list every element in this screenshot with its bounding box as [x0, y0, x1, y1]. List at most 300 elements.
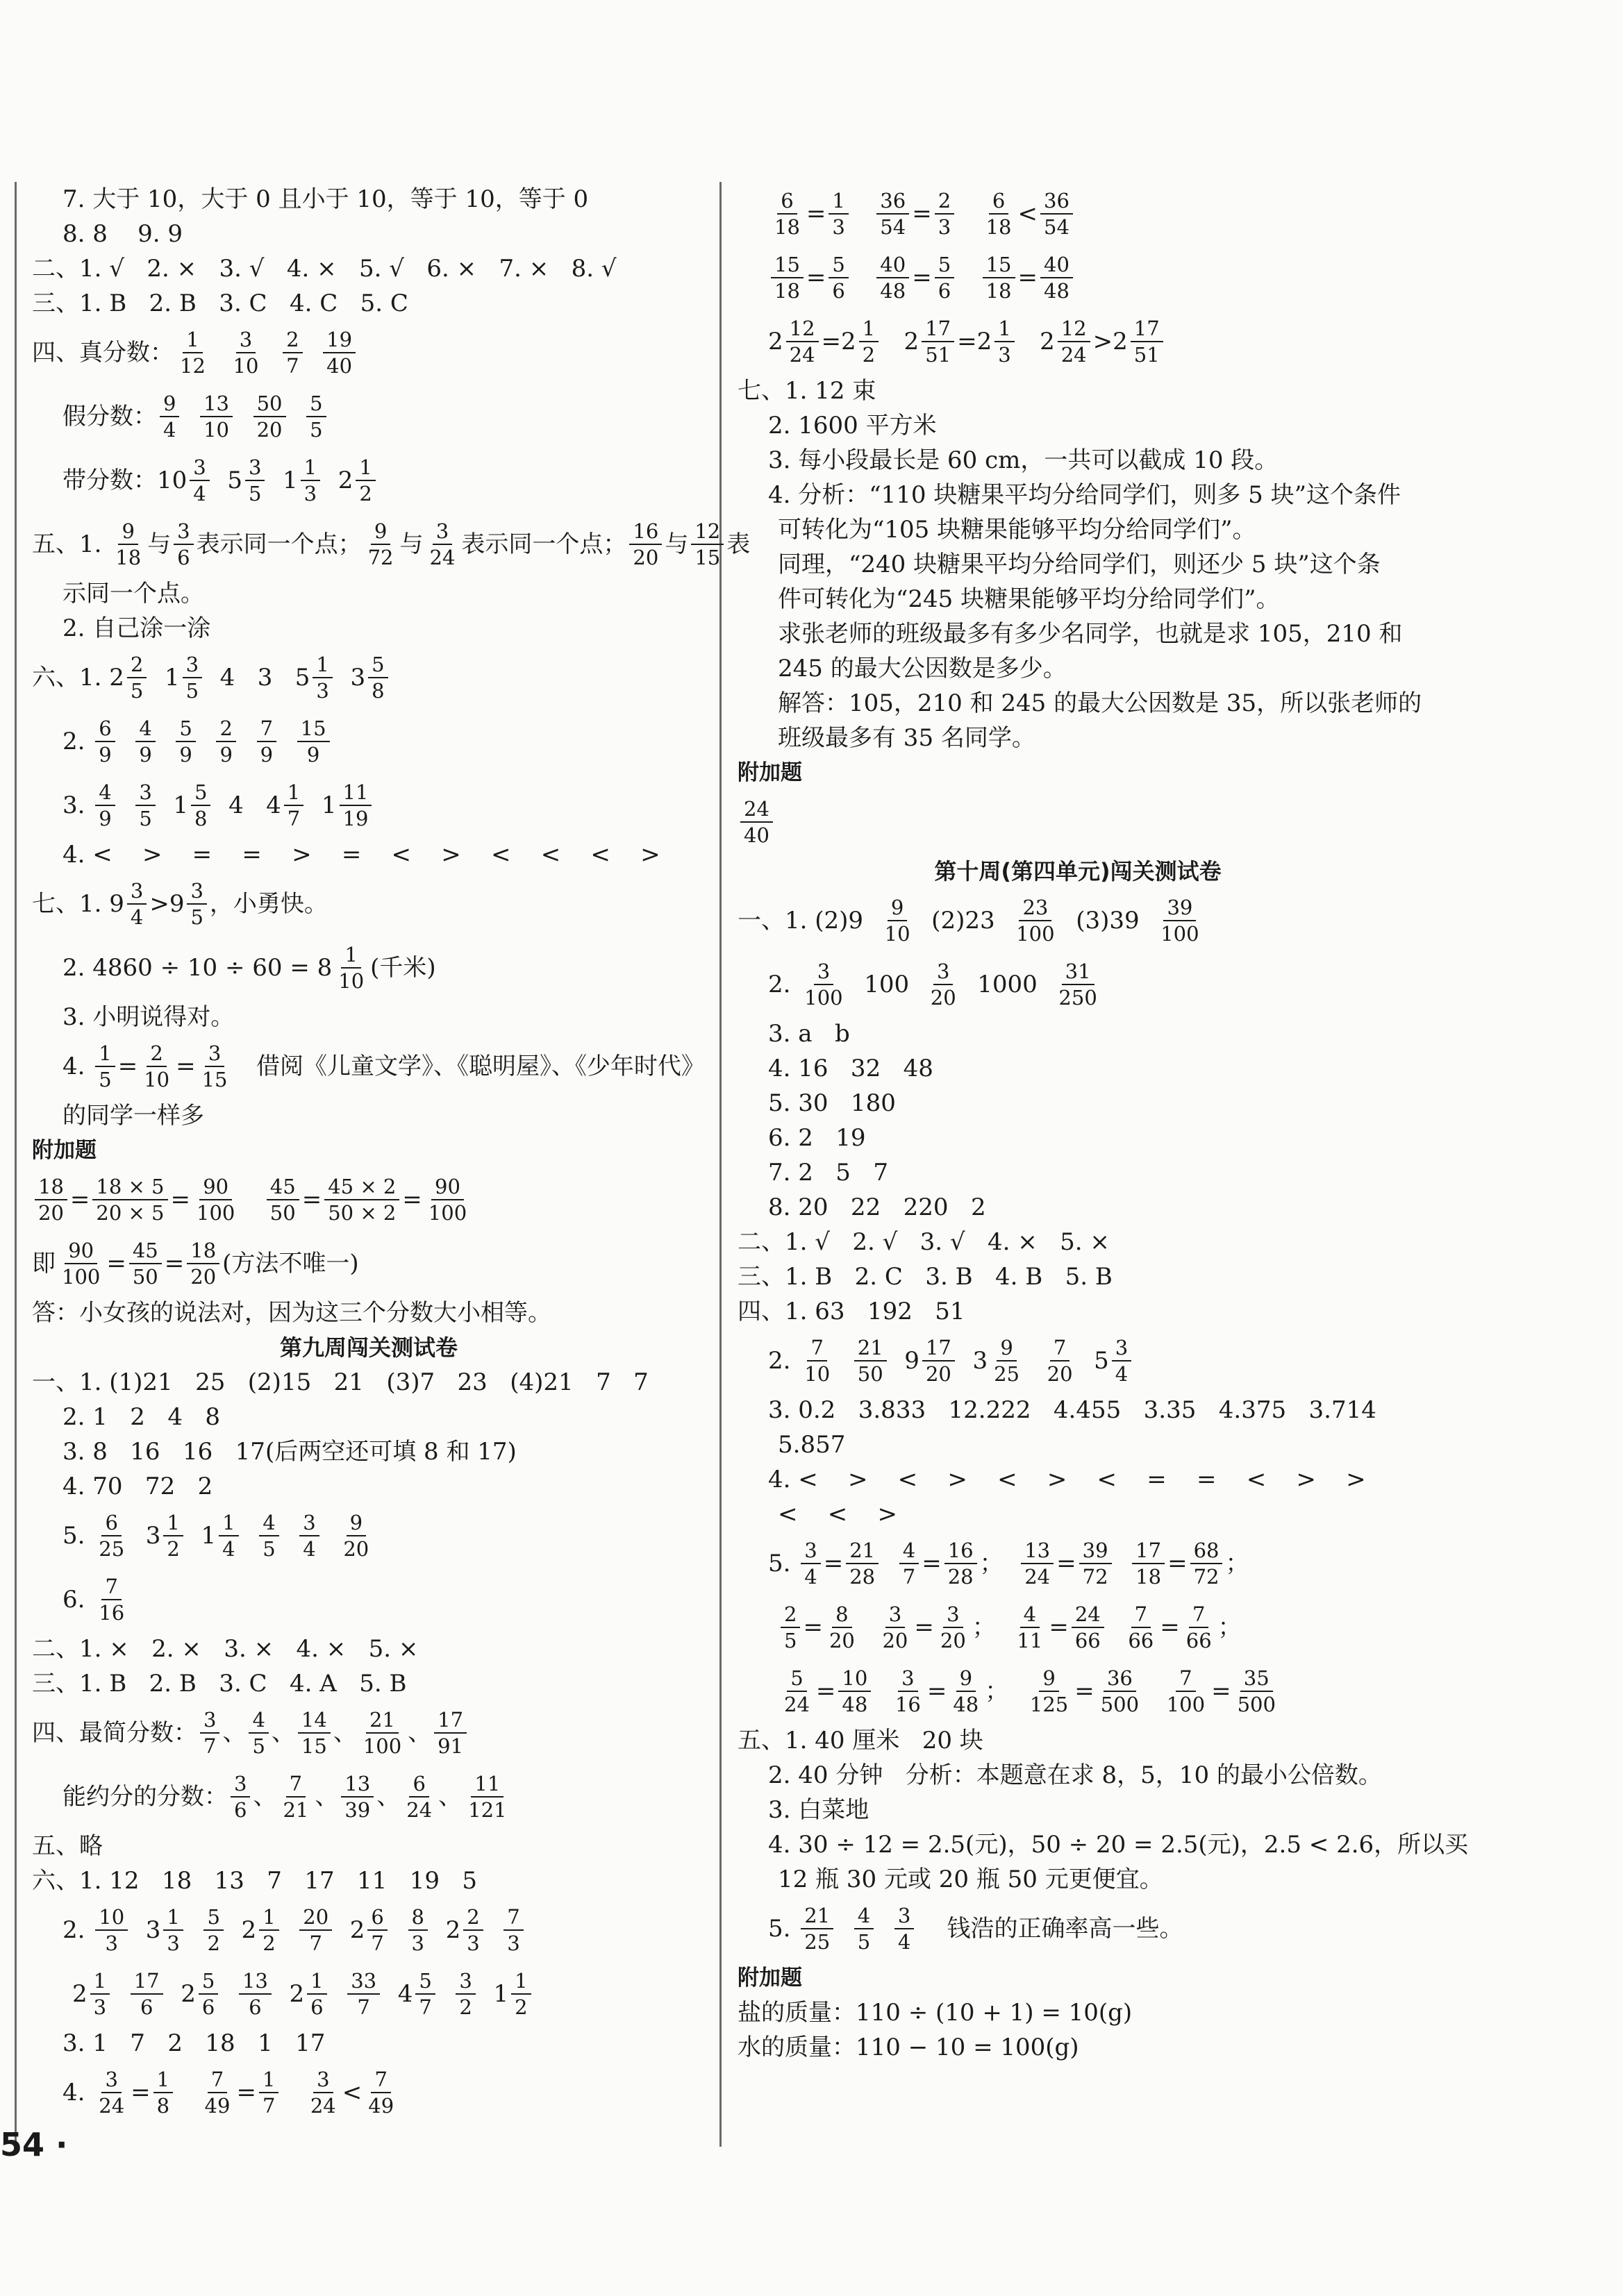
fraction — [298, 1707, 331, 1759]
fraction — [1013, 1602, 1046, 1653]
fraction-denominator: 20 — [882, 1629, 908, 1652]
fraction-numerator: 10 — [95, 1904, 128, 1931]
fraction-denominator: 4 — [193, 482, 206, 505]
answer-text — [1107, 1612, 1122, 1643]
fraction-denominator: 500 — [1237, 1693, 1276, 1716]
fraction-denominator: 6 — [234, 1798, 247, 1822]
fraction-denominator: 3 — [938, 215, 951, 239]
answer-text — [241, 1184, 263, 1215]
fraction-numerator: 1 — [259, 2067, 278, 2093]
fraction-numerator: 17 — [922, 316, 954, 342]
fraction — [299, 1510, 319, 1561]
answer-text: 水的质量：110 − 10 = 100(g) — [738, 2034, 1079, 2061]
fraction-numerator: 8 — [832, 1602, 851, 1628]
fraction — [771, 188, 804, 240]
answer-text: 四、1. 63 192 51 — [738, 1298, 965, 1325]
answer-text: 班级最多有 35 名同学。 — [778, 724, 1035, 752]
answer-text: = — [131, 2079, 151, 2106]
answer-text: 1000 — [962, 971, 1053, 998]
fraction-numerator: 3 — [101, 2067, 121, 2093]
fraction — [341, 1771, 374, 1822]
fraction — [176, 327, 209, 378]
fraction — [1055, 959, 1100, 1010]
fraction — [801, 959, 846, 1010]
fraction — [1183, 1602, 1215, 1653]
answer-text: 4 4 — [213, 791, 281, 819]
answer-line — [738, 1427, 1418, 1462]
answer-text: 7. 大于 10，大于 0 且小于 10，等于 10，等于 0 — [63, 185, 589, 213]
answer-text: ； — [985, 1677, 1024, 1705]
fraction — [1163, 1666, 1208, 1717]
fraction — [95, 1904, 128, 1956]
section-heading — [32, 1133, 706, 1168]
answer-text: 3 — [957, 1347, 988, 1375]
fraction-numerator: 20 — [299, 1904, 332, 1931]
answer-text: 3. 0.2 3.833 12.222 4.455 3.35 4.375 3.714 — [768, 1396, 1376, 1424]
answer-text — [851, 262, 874, 293]
answer-text: 4. — [63, 2079, 93, 2106]
fraction — [299, 1904, 332, 1956]
fraction — [781, 1602, 800, 1653]
answer-text — [881, 1548, 897, 1579]
answer-text: 表示同一个点； — [196, 530, 362, 558]
answer-line — [32, 872, 706, 936]
answer-text: 2. 1 2 4 8 — [63, 1403, 221, 1431]
fraction-denominator: 5 — [263, 1537, 276, 1561]
fraction-denominator: 9 — [306, 743, 320, 766]
answer-line — [738, 1259, 1418, 1294]
fraction — [90, 1968, 110, 2020]
fraction — [95, 716, 115, 767]
answer-text: 、 — [408, 1719, 432, 1747]
fraction-numerator: 1 — [859, 316, 879, 342]
fraction — [95, 2067, 128, 2118]
answer-text: 8. 8 9. 9 — [63, 220, 183, 248]
fraction — [183, 652, 202, 703]
fraction — [879, 1602, 911, 1653]
section-heading — [738, 1961, 1418, 1995]
fraction-numerator: 39 — [1079, 1538, 1112, 1564]
answer-text: = — [1211, 1677, 1231, 1705]
answer-line — [32, 710, 706, 773]
answer-text: 3. 8 16 16 17(后两空还可填 8 和 17) — [63, 1438, 517, 1466]
fraction-denominator: 24 — [310, 2094, 336, 2118]
fraction-denominator: 7 — [371, 1932, 384, 1955]
answer-line — [32, 385, 706, 449]
answer-text — [957, 262, 979, 293]
fraction — [335, 942, 367, 994]
fraction-denominator: 3 — [832, 215, 845, 239]
fraction-denominator: 100 — [62, 1265, 101, 1289]
fraction-denominator: 66 — [1185, 1629, 1212, 1652]
fraction — [781, 1666, 813, 1717]
answer-text: 借阅《儿童文学》、《聪明屋》、《少年时代》 — [233, 1053, 705, 1080]
answer-text: 七、1. 9 — [32, 890, 124, 918]
fraction-denominator: 5 — [139, 807, 152, 830]
fraction-numerator: 7 — [1189, 1602, 1208, 1628]
answer-text: ； — [1217, 1614, 1242, 1641]
fraction-numerator: 3 — [433, 519, 452, 545]
answer-line — [32, 576, 706, 611]
answer-text — [235, 401, 251, 432]
fraction-denominator: 54 — [1044, 215, 1069, 239]
answer-line — [738, 246, 1418, 310]
fraction-numerator: 14 — [298, 1707, 331, 1734]
fraction-numerator: 6 — [989, 188, 1008, 215]
fraction-numerator: 5 — [829, 252, 848, 278]
fraction-numerator: 21 — [854, 1335, 887, 1361]
fraction-numerator: 3 — [190, 455, 209, 481]
answer-text: 3. — [63, 791, 93, 819]
fraction — [367, 1904, 387, 1956]
fraction-denominator: 20 — [256, 418, 283, 442]
answer-line — [32, 1765, 706, 1829]
fraction — [838, 1666, 871, 1717]
fraction-denominator: 2 — [207, 1932, 220, 1955]
fraction-denominator: 18 — [115, 546, 142, 569]
answer-text: 四、真分数： — [32, 339, 174, 367]
fraction — [360, 1707, 405, 1759]
fraction-denominator: 6 — [140, 1995, 153, 2019]
answer-text: 4 — [383, 1980, 413, 2008]
fraction — [239, 1968, 272, 2020]
answer-text — [289, 401, 304, 432]
section-heading — [738, 755, 1418, 790]
fraction — [153, 2067, 173, 2118]
answer-text: 1 — [158, 791, 189, 819]
answer-text: 一、1. (1)21 25 (2)15 21 (3)7 23 (4)21 7 7 — [32, 1368, 649, 1396]
answer-line — [32, 1168, 706, 1232]
answer-text: 5. — [63, 1522, 93, 1550]
fraction-numerator: 45 — [129, 1238, 162, 1264]
fraction-denominator: 3 — [303, 482, 317, 505]
fraction — [511, 1968, 531, 2020]
answer-text: 6. 2 19 — [768, 1124, 866, 1152]
answer-text: 4. < > = = > = < > < < < > — [63, 841, 660, 869]
fraction — [340, 1510, 372, 1561]
fraction — [944, 1538, 977, 1589]
fraction-denominator: 10 — [144, 1068, 170, 1091]
fraction-denominator: 16 — [99, 1601, 125, 1625]
answer-text: 、 — [376, 1783, 401, 1811]
fraction — [201, 2067, 234, 2118]
fraction-denominator: 24 — [1060, 343, 1087, 367]
fraction-numerator: 1 — [341, 942, 360, 969]
answer-text: 4. 70 72 2 — [63, 1473, 213, 1500]
fraction-numerator: 7 — [503, 1904, 523, 1931]
answer-text: = — [1017, 264, 1038, 292]
answer-text: 2 — [323, 467, 353, 494]
fraction-denominator: 3 — [467, 1932, 480, 1955]
fraction-denominator: 48 — [842, 1693, 868, 1716]
answer-text: = — [176, 1053, 196, 1080]
answer-text: = — [164, 1250, 185, 1277]
fraction-numerator: 17 — [922, 1335, 955, 1361]
fraction-numerator: 1 — [307, 1968, 326, 1995]
fraction — [881, 895, 914, 946]
answer-line — [32, 1701, 706, 1765]
fraction — [829, 188, 848, 240]
answer-text — [265, 337, 280, 368]
answer-text: 12 瓶 30 元或 20 瓶 50 元更便宜。 — [778, 1866, 1163, 1893]
fraction — [463, 1904, 483, 1956]
answer-line — [738, 1051, 1418, 1086]
answer-text: 表 — [726, 530, 751, 558]
fraction-numerator: 3 — [135, 780, 155, 806]
answer-text: = — [402, 1186, 422, 1214]
answer-line — [738, 1393, 1418, 1427]
answer-text: 表示同一个点； — [461, 530, 627, 558]
answer-text: 5. — [768, 1915, 799, 1943]
answer-text: 5. 30 180 — [768, 1089, 896, 1117]
fraction — [771, 252, 804, 303]
fraction-numerator: 36 — [1040, 188, 1073, 215]
fraction — [259, 2067, 278, 2118]
fraction-numerator: 4 — [135, 716, 155, 742]
answer-line — [32, 1469, 706, 1504]
answer-text: ，小勇快。 — [209, 890, 328, 918]
answer-line — [32, 2026, 706, 2061]
fraction-denominator: 10 — [884, 922, 910, 946]
fraction — [1234, 1666, 1279, 1717]
fraction-denominator: 25 — [804, 1930, 831, 1954]
fraction-denominator: 48 — [880, 279, 906, 303]
fraction-denominator: 48 — [953, 1693, 979, 1716]
fraction-numerator: 3 — [187, 878, 206, 905]
fraction — [922, 316, 954, 367]
fraction-numerator: 3 — [1112, 1335, 1131, 1361]
fraction-denominator: 9 — [219, 743, 233, 766]
fraction-denominator: 20 — [38, 1201, 64, 1225]
answer-text: 5. — [768, 1550, 799, 1577]
fraction-numerator: 15 — [771, 252, 804, 278]
fraction-numerator: 5 — [191, 780, 210, 806]
fraction-numerator: 7 — [1176, 1666, 1195, 1692]
answer-line — [738, 408, 1418, 443]
answer-line — [32, 1632, 706, 1666]
answer-line — [738, 582, 1418, 617]
fraction — [259, 1904, 278, 1956]
answer-text: 可转化为“105 块糖果能够平均分给同学们”。 — [778, 516, 1256, 544]
fraction-numerator: 5 — [368, 652, 388, 678]
fraction — [35, 1174, 67, 1225]
fraction — [279, 1771, 312, 1822]
answer-text: 2 — [1017, 328, 1055, 355]
answer-line — [738, 790, 1418, 854]
answer-text: 7. 2 5 7 — [768, 1159, 888, 1187]
fraction — [465, 1771, 510, 1822]
answer-line — [738, 1016, 1418, 1051]
fraction-denominator: 18 — [985, 279, 1012, 303]
fraction-numerator: 17 — [434, 1707, 467, 1734]
fraction-denominator: 15 — [201, 1068, 228, 1091]
fraction-denominator: 49 — [204, 2094, 231, 2118]
answer-text: 2. — [63, 1916, 93, 1944]
answer-text: 与 — [665, 530, 689, 558]
fraction — [740, 796, 773, 848]
answer-text: (方法不唯一) — [222, 1250, 359, 1277]
fraction — [231, 1771, 250, 1822]
fraction-numerator: 3 — [456, 1968, 475, 1995]
answer-text: 三、1. B 2. B 3. C 4. A 5. B — [32, 1670, 407, 1698]
fraction-numerator: 3 — [200, 1707, 219, 1734]
answer-line — [738, 443, 1418, 478]
answer-line — [32, 182, 706, 217]
fraction-numerator: 1 — [163, 1904, 183, 1931]
fraction-denominator: 7 — [287, 807, 301, 830]
answer-text: 4. 30 ÷ 12 = 2.5(元)，50 ÷ 20 = 2.5(元)，2.5 < 2.6，所以买 — [768, 1831, 1469, 1859]
fraction-denominator: 121 — [468, 1798, 507, 1822]
fraction — [297, 716, 330, 767]
fraction-denominator: 20 — [1047, 1362, 1073, 1386]
fraction-denominator: 15 — [301, 1734, 327, 1758]
answer-text — [118, 726, 133, 757]
fraction-numerator: 1 — [829, 188, 848, 215]
fraction-numerator: 23 — [1019, 895, 1051, 921]
fraction-numerator: 15 — [983, 252, 1015, 278]
fraction-numerator: 18 — [35, 1174, 67, 1200]
answer-line — [32, 773, 706, 837]
answer-text: 钱浩的正确率高一些。 — [917, 1915, 1183, 1943]
fraction — [408, 1904, 428, 1956]
answer-text: 答：小女孩的说法对，因为这三个分数大小相等。 — [32, 1299, 551, 1327]
answer-text: = — [69, 1186, 90, 1214]
fraction-denominator: 49 — [368, 2094, 394, 2118]
fraction — [801, 1903, 833, 1954]
fraction — [307, 1968, 326, 2020]
fraction — [193, 1174, 238, 1225]
answer-text — [486, 1915, 501, 1945]
fraction-denominator: 24 — [784, 1693, 810, 1716]
answer-text — [861, 1612, 876, 1643]
fraction-denominator: 5 — [784, 1629, 797, 1652]
answer-text: 示同一个点。 — [63, 580, 204, 607]
fraction — [983, 188, 1015, 240]
answer-text: = — [117, 1053, 138, 1080]
fraction-numerator: 9 — [118, 519, 138, 545]
fraction-numerator: 13 — [1021, 1538, 1054, 1564]
fraction — [1021, 1538, 1054, 1589]
answer-text: 4. 16 32 48 — [768, 1055, 933, 1082]
answer-text: 4. < > < > < > < = = < > > — [768, 1466, 1366, 1493]
answer-line — [32, 1434, 706, 1469]
fraction-numerator: 18 — [187, 1238, 219, 1264]
answer-text: < — [342, 2079, 363, 2106]
fraction-denominator: 3 — [507, 1932, 520, 1955]
fraction-denominator: 15 — [694, 546, 721, 569]
answer-text: 、 — [222, 1719, 247, 1747]
fraction-numerator: 7 — [1131, 1602, 1151, 1628]
fraction-numerator: 6 — [777, 188, 797, 215]
fraction-denominator: 7 — [286, 354, 299, 378]
section-title — [32, 1330, 706, 1365]
fraction-numerator: 8 — [408, 1904, 428, 1931]
fraction-denominator: 10 — [203, 418, 229, 442]
answer-text: 、 — [253, 1783, 277, 1811]
answer-text: 1 — [306, 791, 337, 819]
fraction-numerator: 16 — [944, 1538, 977, 1564]
fraction-numerator: 5 — [199, 1968, 218, 1995]
fraction-numerator: 1 — [301, 455, 320, 481]
answer-text: = — [1049, 1614, 1069, 1641]
fraction — [230, 327, 263, 378]
fraction-denominator: 100 — [363, 1734, 402, 1758]
fraction-denominator: 8 — [194, 807, 208, 830]
answer-text — [836, 1913, 851, 1944]
fraction — [1157, 895, 1202, 946]
answer-text: 100 — [849, 971, 924, 998]
answer-line — [32, 1829, 706, 1863]
fraction — [503, 1904, 523, 1956]
fraction-denominator: 100 — [1016, 922, 1055, 946]
answer-text: 3. a b — [768, 1020, 850, 1048]
answer-text — [836, 1346, 851, 1376]
answer-text — [158, 726, 174, 757]
fraction — [935, 188, 954, 240]
answer-text: 2 — [165, 1980, 196, 2008]
answer-text: = — [806, 200, 826, 228]
answer-text — [113, 1979, 128, 2009]
answer-text: 2 — [274, 1980, 305, 2008]
fraction-denominator: 4 — [804, 1565, 817, 1589]
answer-text: 3 — [131, 1522, 161, 1550]
answer-text: 二、1. × 2. × 3. × 4. × 5. × — [32, 1635, 419, 1663]
fraction — [200, 1707, 219, 1759]
answer-text: 4. 分析：“110 块糖果平均分给同学们，则多 5 块”这个条件 — [768, 481, 1401, 509]
fraction-denominator: 21 — [283, 1798, 309, 1822]
fraction — [425, 1174, 470, 1225]
answer-line — [738, 1758, 1418, 1793]
answer-line — [738, 2030, 1418, 2065]
fraction-numerator: 40 — [876, 252, 909, 278]
fraction-numerator: 90 — [65, 1238, 97, 1264]
fraction-denominator: 6 — [177, 546, 190, 569]
fraction-denominator: 3 — [105, 1932, 118, 1955]
answer-text: 三、1. B 2. B 3. C 4. C 5. C — [32, 290, 408, 317]
fraction-numerator: 1 — [183, 327, 202, 353]
answer-text: 3 — [131, 1916, 161, 1944]
answer-text: 解答：105，210 和 245 的最大公因数是 35，所以张老师的 — [778, 689, 1422, 717]
answer-text: 2 — [335, 1916, 365, 1944]
fraction — [129, 1238, 162, 1289]
fraction — [927, 959, 960, 1010]
answer-text: 2. — [768, 1347, 799, 1375]
answer-line — [738, 1793, 1418, 1827]
fraction — [203, 1904, 223, 1956]
answer-line — [738, 310, 1418, 374]
fraction — [894, 1903, 914, 1954]
fraction-denominator: 51 — [1133, 343, 1160, 367]
fraction — [403, 1771, 435, 1822]
fraction-denominator: 5 — [190, 905, 203, 929]
answer-text: 盐的质量：110 ÷ (10 + 1) = 10(g) — [738, 1999, 1133, 2027]
answer-text — [438, 1979, 453, 2009]
fraction — [1013, 895, 1058, 946]
answer-line — [738, 182, 1418, 246]
fraction-numerator: 13 — [200, 391, 233, 417]
fraction-numerator: 3 — [183, 652, 202, 678]
fraction — [1040, 252, 1073, 303]
answer-line — [32, 512, 751, 576]
fraction-numerator: 3 — [885, 1602, 905, 1628]
answer-text: = — [912, 264, 932, 292]
answer-line — [738, 374, 1418, 408]
fraction-numerator: 2 — [781, 1602, 800, 1628]
fraction — [426, 519, 459, 570]
answer-line — [738, 1995, 1418, 2030]
fraction-denominator: 25 — [994, 1362, 1019, 1386]
fraction-numerator: 2 — [147, 1041, 166, 1067]
